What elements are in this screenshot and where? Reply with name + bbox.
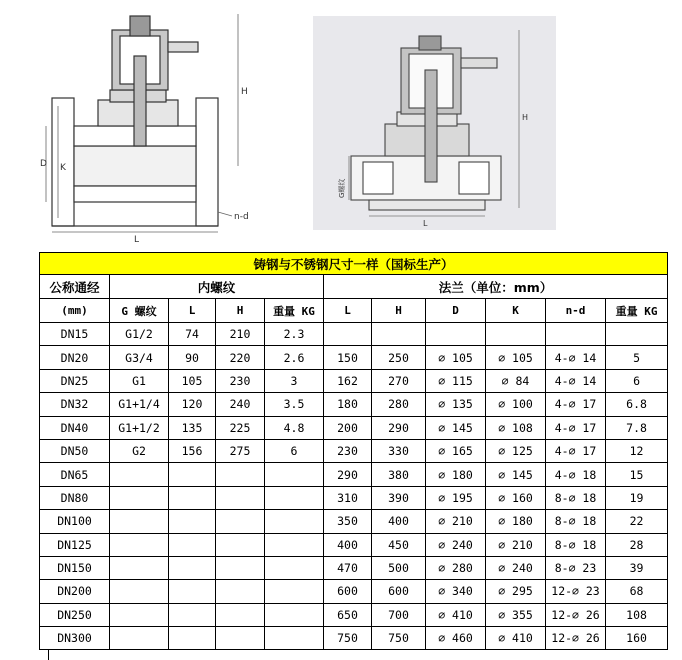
- header-col-flange-l: L: [324, 299, 372, 323]
- cell-thread-l: 90: [169, 346, 216, 369]
- header-col-thread-h: H: [216, 299, 265, 323]
- cell-flange-k: ⌀ 105: [486, 346, 546, 369]
- header-row-columns: [40, 299, 668, 323]
- cell-flange-weight: 68: [606, 580, 668, 603]
- cell-flange-nd: 8-⌀ 23: [546, 556, 606, 579]
- cell-flange-l: 470: [324, 556, 372, 579]
- cell-flange-k: ⌀ 410: [486, 627, 546, 650]
- cell-flange-k: ⌀ 125: [486, 439, 546, 462]
- cell-thread-l: [169, 556, 216, 579]
- header-col-flange-nd: n-d: [546, 299, 606, 323]
- cell-nominal-diameter: DN50: [40, 439, 110, 462]
- cell-thread-l: 135: [169, 416, 216, 439]
- cell-nominal-diameter: DN200: [40, 580, 110, 603]
- table-row: [40, 439, 668, 462]
- cell-thread-weight: 3: [265, 369, 324, 392]
- cell-flange-weight: 12: [606, 439, 668, 462]
- cell-nominal-diameter: DN65: [40, 463, 110, 486]
- cell-flange-nd: 12-⌀ 26: [546, 627, 606, 650]
- dim-label-h: H: [522, 113, 529, 122]
- cell-flange-d: ⌀ 165: [426, 439, 486, 462]
- cell-g-thread: G1/2: [110, 323, 169, 346]
- threaded-valve-drawing: [313, 16, 556, 230]
- table-row: [40, 346, 668, 369]
- cell-flange-weight: 22: [606, 510, 668, 533]
- flanged-valve-drawing: [38, 6, 300, 244]
- cell-flange-h: 330: [372, 439, 426, 462]
- table-banner: 铸钢与不锈钢尺寸一样（国标生产）: [40, 253, 668, 275]
- cell-thread-h: [216, 533, 265, 556]
- cell-flange-h: 270: [372, 369, 426, 392]
- cell-g-thread: G1+1/4: [110, 393, 169, 416]
- cell-flange-k: ⌀ 84: [486, 369, 546, 392]
- cell-nominal-diameter: DN250: [40, 603, 110, 626]
- cell-thread-weight: 6: [265, 439, 324, 462]
- cell-flange-d: [426, 323, 486, 346]
- cell-flange-d: ⌀ 340: [426, 580, 486, 603]
- dim-label-l: L: [134, 235, 140, 244]
- cell-nominal-diameter: DN300: [40, 627, 110, 650]
- header-nominal-unit: (mm): [40, 299, 110, 323]
- cell-thread-weight: [265, 603, 324, 626]
- cell-thread-l: [169, 603, 216, 626]
- cell-flange-l: 200: [324, 416, 372, 439]
- cell-nominal-diameter: DN15: [40, 323, 110, 346]
- cell-thread-l: [169, 533, 216, 556]
- dim-label-nd: n-d: [234, 212, 249, 222]
- cell-thread-h: 275: [216, 439, 265, 462]
- cell-flange-nd: 4-⌀ 17: [546, 416, 606, 439]
- cell-thread-h: 220: [216, 346, 265, 369]
- cell-nominal-diameter: DN80: [40, 486, 110, 509]
- header-col-flange-d: D: [426, 299, 486, 323]
- dim-label-h: H: [241, 87, 248, 97]
- text-cursor: [48, 650, 49, 660]
- cell-nominal-diameter: DN25: [40, 369, 110, 392]
- cell-flange-l: [324, 323, 372, 346]
- cell-flange-h: 380: [372, 463, 426, 486]
- cell-g-thread: [110, 463, 169, 486]
- cell-flange-k: ⌀ 160: [486, 486, 546, 509]
- cell-thread-h: [216, 556, 265, 579]
- cell-flange-k: ⌀ 295: [486, 580, 546, 603]
- cell-flange-d: ⌀ 210: [426, 510, 486, 533]
- cell-thread-l: [169, 510, 216, 533]
- cell-flange-d: ⌀ 460: [426, 627, 486, 650]
- cell-thread-weight: [265, 486, 324, 509]
- cell-flange-d: ⌀ 195: [426, 486, 486, 509]
- cell-flange-k: ⌀ 210: [486, 533, 546, 556]
- header-row-group: [40, 275, 668, 299]
- cell-flange-weight: [606, 323, 668, 346]
- dim-label-d: D: [40, 159, 47, 169]
- cell-flange-h: [372, 323, 426, 346]
- cell-flange-h: 400: [372, 510, 426, 533]
- cell-flange-l: 290: [324, 463, 372, 486]
- cell-g-thread: [110, 580, 169, 603]
- cell-thread-weight: [265, 533, 324, 556]
- cell-flange-weight: 15: [606, 463, 668, 486]
- cell-thread-h: 230: [216, 369, 265, 392]
- cell-flange-d: ⌀ 115: [426, 369, 486, 392]
- cell-flange-k: [486, 323, 546, 346]
- cell-thread-h: [216, 486, 265, 509]
- cell-flange-k: ⌀ 108: [486, 416, 546, 439]
- cell-flange-l: 150: [324, 346, 372, 369]
- table-row: [40, 486, 668, 509]
- cell-flange-nd: 4-⌀ 14: [546, 369, 606, 392]
- cell-thread-h: [216, 580, 265, 603]
- table-row: [40, 369, 668, 392]
- spec-table: [39, 252, 668, 650]
- cell-flange-l: 600: [324, 580, 372, 603]
- dim-label-g-thread: G螺纹: [338, 178, 346, 198]
- cell-thread-h: [216, 603, 265, 626]
- cell-thread-h: [216, 627, 265, 650]
- dim-label-l: L: [423, 219, 428, 228]
- table-row: [40, 323, 668, 346]
- cell-flange-d: ⌀ 145: [426, 416, 486, 439]
- table-row: [40, 627, 668, 650]
- cell-flange-l: 162: [324, 369, 372, 392]
- cell-flange-nd: 4-⌀ 18: [546, 463, 606, 486]
- cell-thread-l: 74: [169, 323, 216, 346]
- cell-flange-h: 600: [372, 580, 426, 603]
- cell-g-thread: [110, 510, 169, 533]
- cell-flange-h: 450: [372, 533, 426, 556]
- cell-nominal-diameter: DN100: [40, 510, 110, 533]
- cell-flange-weight: 7.8: [606, 416, 668, 439]
- cell-thread-h: 240: [216, 393, 265, 416]
- header-flange: 法兰（单位：mm）: [324, 275, 668, 299]
- cell-flange-k: ⌀ 355: [486, 603, 546, 626]
- table-row: [40, 510, 668, 533]
- table-row: [40, 463, 668, 486]
- cell-flange-nd: 8-⌀ 18: [546, 533, 606, 556]
- cell-thread-h: 225: [216, 416, 265, 439]
- cell-flange-k: ⌀ 100: [486, 393, 546, 416]
- cell-flange-k: ⌀ 240: [486, 556, 546, 579]
- table-row: [40, 556, 668, 579]
- cell-flange-nd: 4-⌀ 17: [546, 393, 606, 416]
- cell-flange-l: 750: [324, 627, 372, 650]
- cell-g-thread: G3/4: [110, 346, 169, 369]
- header-internal-thread: 内螺纹: [110, 275, 324, 299]
- cell-g-thread: [110, 556, 169, 579]
- cell-g-thread: G1: [110, 369, 169, 392]
- cell-flange-nd: 4-⌀ 14: [546, 346, 606, 369]
- cell-flange-d: ⌀ 280: [426, 556, 486, 579]
- cell-flange-d: ⌀ 135: [426, 393, 486, 416]
- flanged-valve-svg: [38, 6, 300, 244]
- cell-flange-l: 310: [324, 486, 372, 509]
- cell-thread-weight: [265, 627, 324, 650]
- cell-flange-weight: 39: [606, 556, 668, 579]
- cell-flange-weight: 160: [606, 627, 668, 650]
- cell-flange-nd: 12-⌀ 26: [546, 603, 606, 626]
- cell-flange-d: ⌀ 410: [426, 603, 486, 626]
- cell-flange-weight: 28: [606, 533, 668, 556]
- cell-g-thread: [110, 486, 169, 509]
- cell-flange-h: 250: [372, 346, 426, 369]
- cell-flange-k: ⌀ 145: [486, 463, 546, 486]
- table-row: [40, 416, 668, 439]
- header-nominal: 公称通经: [40, 275, 110, 299]
- cell-nominal-diameter: DN125: [40, 533, 110, 556]
- cell-thread-l: [169, 627, 216, 650]
- cell-flange-k: ⌀ 180: [486, 510, 546, 533]
- cell-flange-l: 230: [324, 439, 372, 462]
- cell-thread-weight: [265, 580, 324, 603]
- cell-thread-l: [169, 580, 216, 603]
- cell-flange-nd: 4-⌀ 17: [546, 439, 606, 462]
- cell-flange-h: 700: [372, 603, 426, 626]
- cell-flange-h: 280: [372, 393, 426, 416]
- cell-thread-weight: [265, 463, 324, 486]
- cell-flange-h: 750: [372, 627, 426, 650]
- cell-flange-l: 180: [324, 393, 372, 416]
- cell-thread-weight: 4.8: [265, 416, 324, 439]
- cell-flange-weight: 6: [606, 369, 668, 392]
- cell-flange-h: 500: [372, 556, 426, 579]
- cell-flange-nd: 8-⌀ 18: [546, 486, 606, 509]
- table-row: [40, 603, 668, 626]
- header-col-g-thread: G 螺纹: [110, 299, 169, 323]
- threaded-valve-svg: [313, 16, 556, 230]
- cell-flange-l: 650: [324, 603, 372, 626]
- cell-thread-h: [216, 463, 265, 486]
- cell-flange-h: 390: [372, 486, 426, 509]
- cell-thread-weight: 3.5: [265, 393, 324, 416]
- cell-flange-l: 400: [324, 533, 372, 556]
- cell-flange-d: ⌀ 240: [426, 533, 486, 556]
- cell-nominal-diameter: DN40: [40, 416, 110, 439]
- header-col-thread-weight: 重量 KG: [265, 299, 324, 323]
- cell-thread-h: 210: [216, 323, 265, 346]
- cell-flange-d: ⌀ 180: [426, 463, 486, 486]
- cell-flange-weight: 108: [606, 603, 668, 626]
- cell-nominal-diameter: DN150: [40, 556, 110, 579]
- table-row: [40, 393, 668, 416]
- header-col-flange-h: H: [372, 299, 426, 323]
- cell-g-thread: G1+1/2: [110, 416, 169, 439]
- cell-flange-weight: 5: [606, 346, 668, 369]
- table-row: [40, 533, 668, 556]
- cell-thread-l: [169, 486, 216, 509]
- cell-thread-weight: [265, 510, 324, 533]
- cell-flange-nd: 12-⌀ 23: [546, 580, 606, 603]
- cell-flange-l: 350: [324, 510, 372, 533]
- cell-thread-weight: 2.3: [265, 323, 324, 346]
- cell-thread-l: 120: [169, 393, 216, 416]
- cell-thread-l: 105: [169, 369, 216, 392]
- cell-g-thread: [110, 533, 169, 556]
- cell-thread-l: [169, 463, 216, 486]
- cell-flange-nd: [546, 323, 606, 346]
- cell-g-thread: [110, 603, 169, 626]
- cell-nominal-diameter: DN20: [40, 346, 110, 369]
- dim-label-k: K: [60, 163, 66, 173]
- cell-g-thread: G2: [110, 439, 169, 462]
- header-col-thread-l: L: [169, 299, 216, 323]
- cell-thread-weight: 2.6: [265, 346, 324, 369]
- table-row: [40, 580, 668, 603]
- cell-thread-weight: [265, 556, 324, 579]
- header-col-flange-k: K: [486, 299, 546, 323]
- cell-flange-weight: 6.8: [606, 393, 668, 416]
- cell-flange-weight: 19: [606, 486, 668, 509]
- cell-flange-h: 290: [372, 416, 426, 439]
- cell-g-thread: [110, 627, 169, 650]
- cell-flange-nd: 8-⌀ 18: [546, 510, 606, 533]
- cell-thread-h: [216, 510, 265, 533]
- cell-thread-l: 156: [169, 439, 216, 462]
- cell-nominal-diameter: DN32: [40, 393, 110, 416]
- cell-flange-d: ⌀ 105: [426, 346, 486, 369]
- header-col-flange-weight: 重量 KG: [606, 299, 668, 323]
- banner-row: [40, 253, 668, 275]
